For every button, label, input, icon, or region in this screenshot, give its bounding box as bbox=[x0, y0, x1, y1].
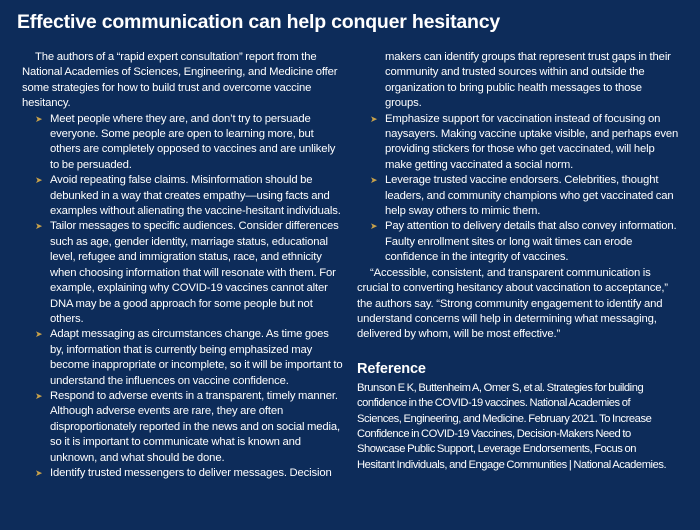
arrowhead-icon: ➤ bbox=[35, 221, 43, 232]
author-quote: “Accessible, consistent, and transparent communication is crucial to converting hesitancy about vaccination to acceptance,” the authors say. “Strong community engagement to identify and understand concerns will help in determining what messaging, delivered by whom, will be most effective.” bbox=[357, 266, 668, 341]
arrowhead-icon: ➤ bbox=[370, 175, 378, 186]
strategy-continuation: makers can identify groups that represent trust gaps in their community and trusted sources within and outside the organization to bring public health messages to those groups. bbox=[385, 51, 671, 110]
arrowhead-icon: ➤ bbox=[35, 329, 43, 340]
strategy-text: Adapt messaging as circumstances change. As time goes by, information that is currently being emphasized may become inappropriate or incomplete, so it will be important to understand the influences on vaccine confidence. bbox=[50, 328, 343, 387]
strategy-item bbox=[22, 112, 344, 174]
strategy-item bbox=[22, 173, 344, 219]
strategy-item bbox=[22, 327, 344, 389]
arrowhead-icon: ➤ bbox=[370, 221, 378, 232]
strategy-text: Pay attention to delivery details that also convey information. Faulty enrollment sites or long wait times can erode confidence in the integrity of vaccines. bbox=[385, 220, 677, 264]
strategy-text: Emphasize support for vaccination instead of focusing on naysayers. Making vaccine uptake visible, and perhaps even providing stickers for those who get vaccinated, will help make getting vaccinated a social norm. bbox=[385, 112, 679, 171]
right-column bbox=[357, 50, 679, 473]
sidebar-title: Effective communication can help conquer hesitancy bbox=[17, 11, 501, 33]
strategy-text: Respond to adverse events in a transparent, timely manner. Although adverse events are rare, they are often disproportionately reported in the news and on social media, so it is important to communicate what is known and unknown, and what should be done. bbox=[50, 389, 341, 464]
strategy-text: Identify trusted messengers to deliver messages. Decision bbox=[50, 466, 332, 479]
strategy-list bbox=[22, 112, 344, 482]
strategy-list-continued bbox=[357, 112, 679, 266]
strategy-item bbox=[22, 389, 344, 466]
strategy-item bbox=[22, 466, 344, 481]
arrowhead-icon: ➤ bbox=[35, 175, 43, 186]
strategy-text: Meet people where they are, and don’t try to persuade everyone. Some people are open to learning more, but others are completely opposed to vaccines and are unlikely to be persuaded. bbox=[50, 112, 336, 171]
arrowhead-icon: ➤ bbox=[35, 467, 43, 478]
strategy-text: Tailor messages to specific audiences. Consider differences such as age, gender identity, marriage status, educational level, refugee and immigration status, race, and ethnicity when choosing information that will resonate with them. For example, explaining why COVID-19 vaccines cannot alter DNA may be a good approach for some people but not others. bbox=[50, 220, 339, 325]
strategy-item bbox=[357, 219, 679, 265]
reference-heading: Reference bbox=[357, 360, 426, 377]
strategy-item bbox=[22, 219, 344, 327]
intro-paragraph: The authors of a “rapid expert consultation” report from the National Academies of Sciences, Engineering, and Medicine offer some strategies for how to build trust and overcome vaccine hesitancy. bbox=[22, 51, 338, 110]
strategy-item bbox=[357, 173, 679, 219]
strategy-item bbox=[357, 112, 679, 174]
strategy-text: Leverage trusted vaccine endorsers. Celebrities, thought leaders, and community champions who get vaccinated can help sway others to mimic them. bbox=[385, 174, 674, 218]
left-column bbox=[22, 50, 344, 481]
arrowhead-icon: ➤ bbox=[370, 113, 378, 124]
strategy-text: Avoid repeating false claims. Misinformation should be debunked in a way that creates empathy—using facts and examples without alienating the vaccine-hesitant individuals. bbox=[50, 174, 341, 218]
arrowhead-icon: ➤ bbox=[35, 390, 43, 401]
reference-citation: Brunson E K, Buttenheim A, Omer S, et al. Strategies for building confidence in the COVID-19 vaccines. National Academies of Sciences, Engineering, and Medicine. February 2021. To Increase Confidence in COVID-19 Vaccines, Decision-Makers Need to Showcase Public Support, Leverage Endorsements, Focus on Hesitant Individuals, and Engage Communities | National Academies. bbox=[357, 381, 667, 471]
arrowhead-icon: ➤ bbox=[35, 113, 43, 124]
